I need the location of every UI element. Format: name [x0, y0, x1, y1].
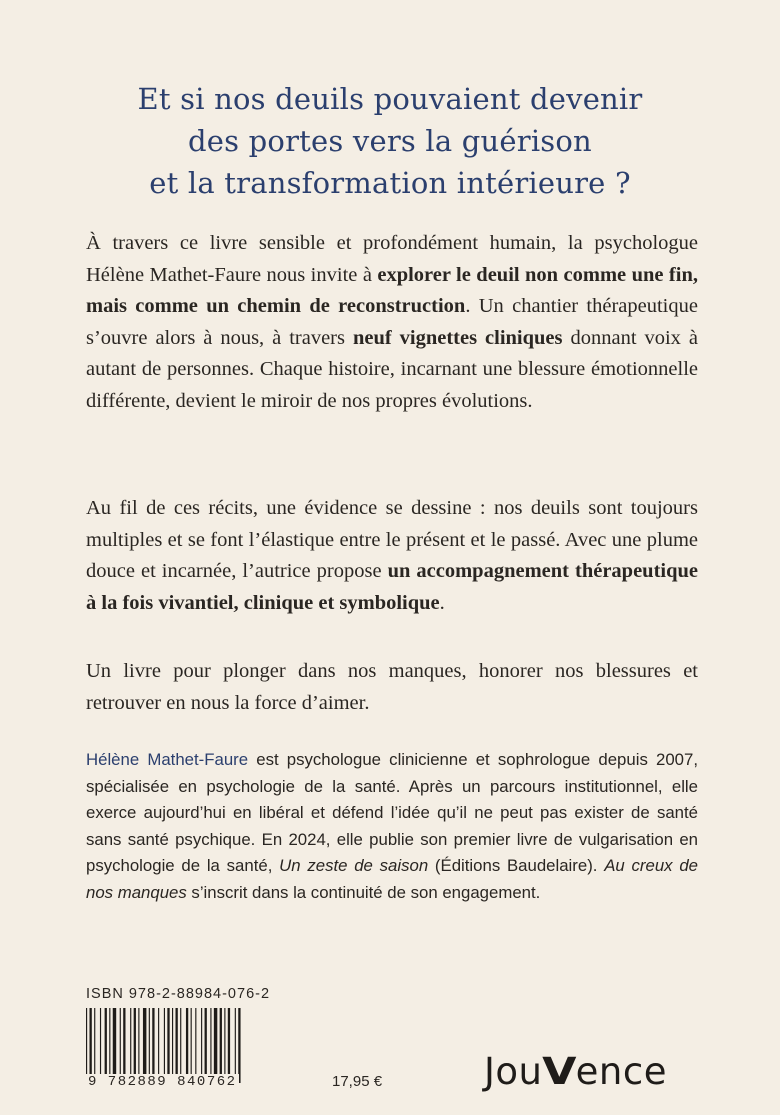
barcode-bar [201, 1008, 202, 1083]
publisher-logo-part: ence [575, 1050, 667, 1093]
author-name: Hélène Mathet-Faure [86, 750, 249, 769]
blurb-paragraph-1 [86, 228, 698, 417]
barcode-bar [94, 1008, 95, 1083]
bio-text: (Éditions Baudelaire). [428, 856, 605, 875]
barcode-bar [109, 1008, 110, 1083]
barcode-bar [164, 1008, 165, 1083]
price: 17,95 € [332, 1073, 383, 1090]
barcode-bar [210, 1008, 211, 1083]
isbn-label: ISBN 978-2-88984-076-2 [86, 986, 271, 1002]
barcode-bar [220, 1008, 222, 1083]
barcode-bar [152, 1008, 154, 1083]
barcode-bar [191, 1008, 192, 1083]
blurb-p1-bold: neuf vignettes cliniques [352, 326, 563, 349]
barcode-bar [228, 1008, 230, 1083]
blurb-paragraph-3: Un livre pour plonger dans nos manques, honorer nos blessures et retrouver en nous la force d’aimer. [86, 660, 698, 714]
barcode-bar [180, 1008, 181, 1083]
barcode-bar [149, 1008, 150, 1083]
barcode-bar [195, 1008, 196, 1083]
bio-text: s’inscrit dans la continuité de son engagement. [186, 882, 541, 902]
barcode-bar [235, 1008, 236, 1083]
tagline-line-2: des portes vers la guérison [188, 124, 592, 158]
barcode-bar [224, 1008, 225, 1083]
publisher-logo [484, 1050, 667, 1093]
blurb-p1-bold: explorer le deuil non comme une fin, mais comme un chemin de reconstruction [86, 263, 698, 317]
barcode-bar [105, 1008, 107, 1083]
author-bio [86, 747, 698, 906]
barcode-bar [205, 1008, 207, 1083]
barcode-bar [238, 1008, 240, 1083]
blurb-p2-bold: un accompagnement thérapeutique à la fois vivantiel, clinique et symbolique [86, 560, 698, 614]
barcode-bar [123, 1008, 125, 1083]
barcode-bar [138, 1008, 139, 1083]
barcode-bar [176, 1008, 178, 1083]
tagline-line-1: Et si nos deuils pouvaient devenir [137, 82, 643, 116]
barcode-bar [172, 1008, 173, 1083]
barcode-bar [113, 1008, 116, 1083]
barcode-bar [214, 1008, 217, 1083]
book-tagline [80, 78, 700, 204]
tagline-line-3: et la transformation intérieure ? [149, 166, 631, 200]
barcode-bar [167, 1008, 169, 1083]
blurb-p2-text: . [439, 591, 445, 614]
barcode-digits: 9 782889 840762 [88, 1074, 237, 1090]
barcode-bar [86, 1008, 87, 1083]
bio-text: est psychologue clinicienne et sophrologue depuis 2007, spécialisée en psychologie de la santé. Après un parcours institutionnel, elle exerce aujourd’hui en libéral et défend l’idée qu’il ne peut pas exister de santé sans santé psychique. En 2024, elle publie son premier livre de vulgarisation en psychologie de la santé, [86, 750, 698, 875]
publisher-logo-v: V [541, 1050, 577, 1093]
blurb-paragraph-2 [86, 493, 698, 619]
barcode-bar [143, 1008, 146, 1083]
barcode-bar [130, 1008, 131, 1083]
barcode-bar [158, 1008, 159, 1083]
barcode-bar [120, 1008, 121, 1083]
barcode-bar [186, 1008, 188, 1083]
blurb-p1-text: À travers ce livre sensible et profondément humain, la psychologue Hélène Mathet-Faure nous invite à [86, 232, 698, 286]
barcode [86, 1008, 304, 1083]
barcode-bar [100, 1008, 101, 1083]
book-title: Un zeste de saison [279, 856, 429, 875]
barcode-bar [90, 1008, 92, 1083]
blurb-p1-text: . Un chantier thérapeutique s’ouvre alors à nous, à travers [86, 295, 698, 349]
blurb-p1-text: donnant voix à autant de personnes. Chaque histoire, incarnant une blessure émotionnelle différente, devient le miroir de nos propres évolutions. [86, 326, 699, 412]
barcode-bar [134, 1008, 136, 1083]
book-title: Au creux de nos manques [86, 856, 698, 902]
blurb-p2-text: Au fil de ces récits, une évidence se dessine : nos deuils sont toujours multiples et se font l’élastique entre le présent et le passé. Avec une plume douce et incarnée, l’autrice propose [86, 497, 698, 582]
publisher-logo-part: Jou [484, 1050, 543, 1093]
